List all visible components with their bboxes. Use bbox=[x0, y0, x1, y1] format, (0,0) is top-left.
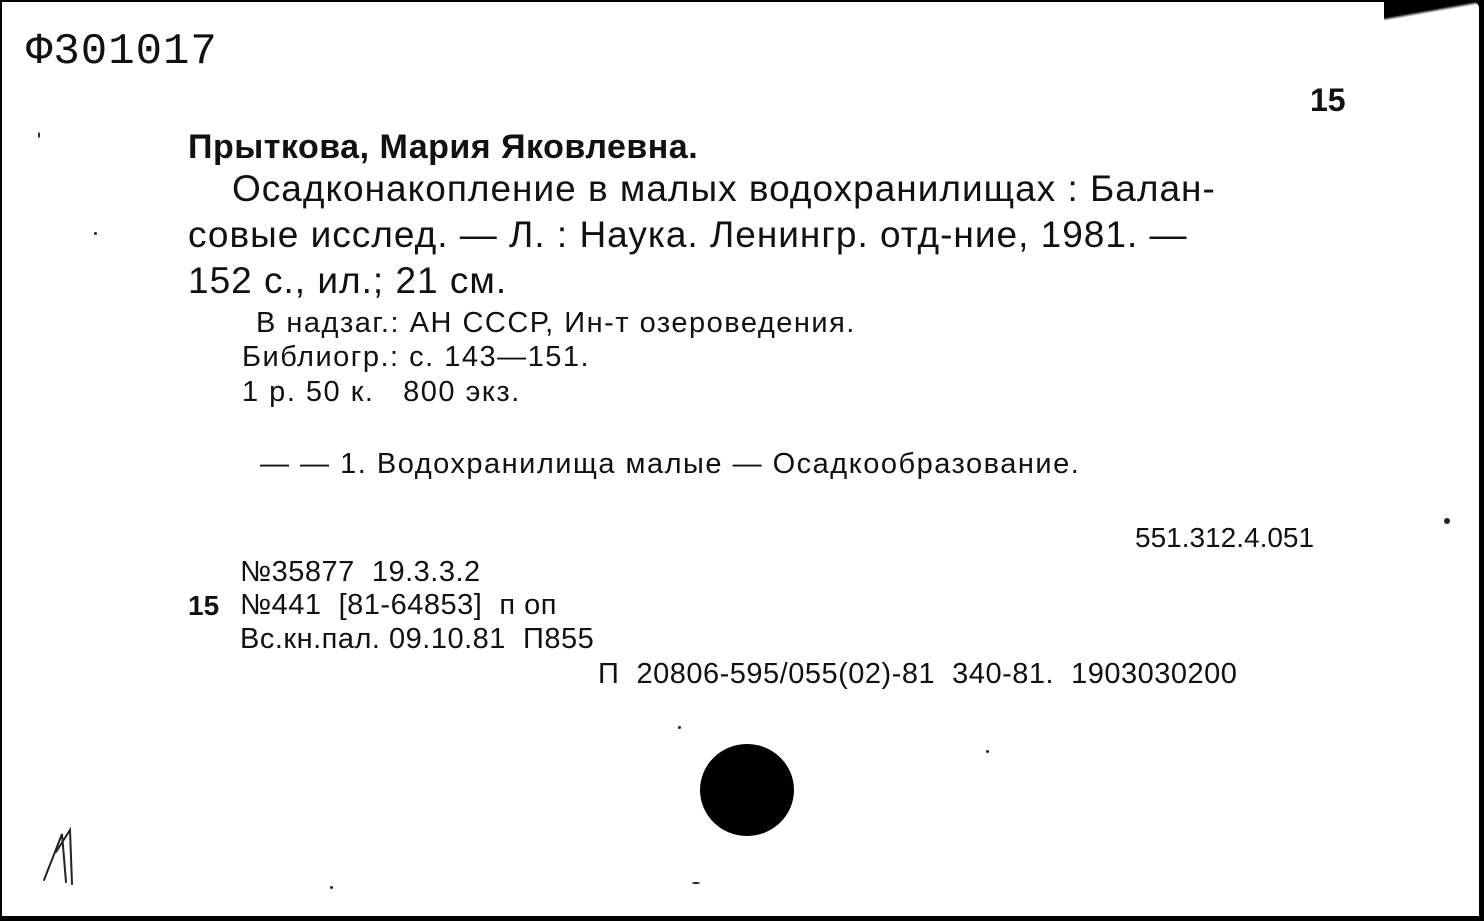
scan-edge-shadow bbox=[1384, 2, 1479, 20]
title-line-3: 152 с., ил.; 21 см. bbox=[188, 260, 508, 301]
speck bbox=[330, 886, 333, 889]
udc-code: 551.312.4.051 bbox=[1135, 522, 1315, 553]
chamber-prefix: 15 bbox=[188, 590, 220, 621]
speck bbox=[1444, 518, 1450, 524]
title-line-2: совые исслед. — Л. : Наука. Ленингр. отд-ние, 1981. — bbox=[188, 214, 1188, 255]
note-line-1: В надзаг.: АН СССР, Ин-т озероведения. bbox=[256, 307, 856, 339]
note-line-2: Библиогр.: с. 143—151. bbox=[242, 341, 591, 373]
card-serial-number: Ф301017 bbox=[26, 27, 218, 77]
speck bbox=[692, 882, 700, 884]
chamber-line-1: №35877 19.3.3.2 bbox=[240, 556, 481, 588]
speck bbox=[38, 132, 40, 138]
punch-hole bbox=[700, 744, 794, 836]
subject-heading: — — 1. Водохранилища малые — Осадкообразование. bbox=[260, 448, 1081, 480]
page-count-number: 15 bbox=[1310, 82, 1346, 118]
speck bbox=[94, 232, 97, 235]
classification-code: П 20806-595/055(02)-81 340-81. 1903030200 bbox=[598, 658, 1238, 690]
note-line-3: 1 р. 50 к. 800 экз. bbox=[242, 376, 521, 408]
author-heading: Прыткова, Мария Яковлевна. bbox=[188, 128, 699, 166]
speck bbox=[986, 750, 989, 753]
catalog-card bbox=[2, 2, 1479, 916]
title-line-1: Осадконакопление в малых водохранилищах : Балан- bbox=[232, 168, 1216, 209]
chamber-line-2: №441 [81-64853] п оп bbox=[240, 589, 557, 621]
speck bbox=[678, 726, 681, 729]
handwritten-mark-icon bbox=[40, 824, 84, 888]
chamber-line-3: Вс.кн.пал. 09.10.81 П855 bbox=[240, 623, 595, 655]
